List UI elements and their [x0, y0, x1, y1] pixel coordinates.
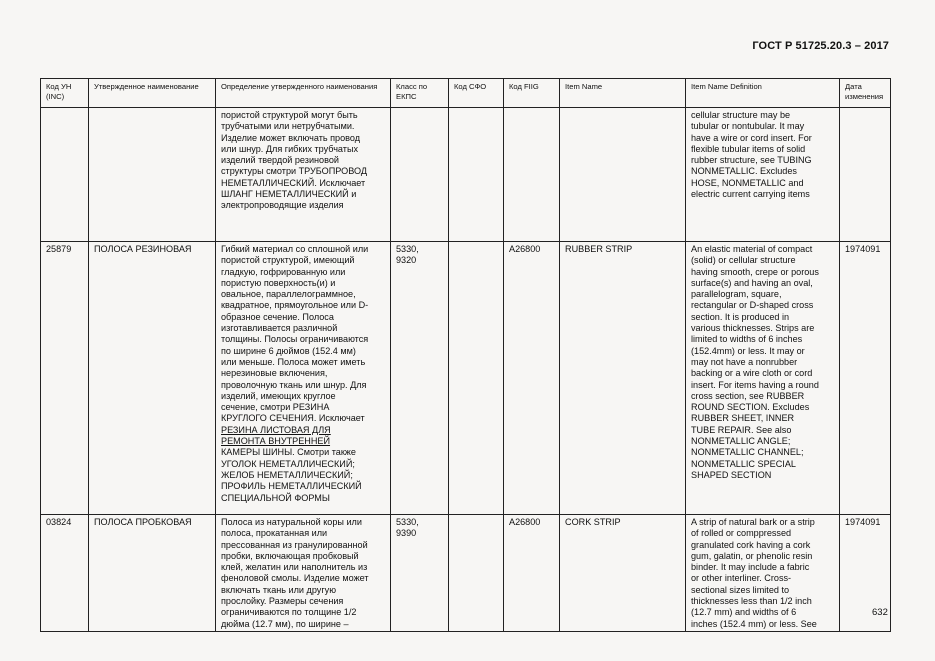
definition-line: пористой структурой, имеющий: [221, 255, 355, 266]
definition-line: Гибкий материал со сплошной или: [221, 244, 369, 254]
definition-line: ПРОФИЛЬ НЕМЕТАЛЛИЧЕСКИЙ: [221, 481, 362, 492]
definition-line: изделий, имеющих круглое: [221, 390, 336, 401]
definition-line: NONMETALLIC ANGLE;: [691, 436, 791, 447]
page-number: 632: [872, 607, 888, 618]
definition-line: полоса, прокатанная или: [221, 528, 328, 539]
col-header-date: Дата изменения: [840, 79, 891, 108]
definition-line: сечение, смотри РЕЗИНА: [221, 402, 330, 413]
col-header-approved-name: Утвержденное наименование: [89, 79, 216, 108]
definition-line: RUBBER SHEET, INNER: [691, 413, 795, 424]
definition-line: УГОЛОК НЕМЕТАЛЛИЧЕСКИЙ;: [221, 458, 355, 469]
table-row: [41, 515, 891, 632]
table-header-row: [41, 79, 891, 108]
cell-fsc: [391, 108, 449, 242]
definition-line: КРУГЛОГО СЕЧЕНИЯ. Исключает: [221, 413, 365, 424]
definition-line: квадратное, прямоугольное или D-: [221, 300, 369, 311]
definition-line: NONMETALLIC CHANNEL;: [691, 447, 804, 458]
definition-line: TUBE REPAIR. See also: [691, 424, 792, 435]
definition-line: having smooth, crepe or porous: [691, 266, 819, 277]
definition-line: NONMETALLIC SPECIAL: [691, 458, 796, 469]
definition-line: A strip of natural bark or a strip: [691, 517, 815, 527]
definition-line: various thicknesses. Strips are: [691, 323, 815, 334]
definition-line: гладкую, гофрированную или: [221, 266, 346, 277]
definition-line: HOSE, NONMETALLIC and: [691, 177, 804, 188]
definition-line: или шнур. Для гибких трубчатых: [221, 143, 359, 154]
definition-line: КАМЕРЫ ШИНЫ. Смотри также: [221, 447, 356, 458]
definition-line: cellular structure may be: [691, 110, 791, 120]
cell-fiig: A26800: [504, 515, 560, 632]
definition-line: включать ткань или другую: [221, 584, 337, 595]
definition-line: electric current carrying items: [691, 189, 810, 200]
definition-line: tubular or nontubular. It may: [691, 121, 805, 132]
definition-line: section. It is produced in: [691, 311, 790, 322]
definition-line: inches (152.4 mm) or less. See: [691, 618, 817, 629]
cell-definition-ru: [216, 242, 391, 515]
definition-line: ШЛАНГ НЕМЕТАЛЛИЧЕСКИЙ и: [221, 189, 357, 200]
definition-line: ROUND SECTION. Excludes: [691, 402, 810, 413]
definition-line: клей, желатин или наполнитель из: [221, 562, 368, 573]
definition-line: пробки, включающая пробковый: [221, 550, 359, 561]
definition-line: backing or a wire cloth or cord: [691, 368, 813, 379]
cell-sfo: [449, 108, 504, 242]
definition-line: толщины. Полосы ограничиваются: [221, 334, 369, 345]
cell-sfo: [449, 515, 504, 632]
cell-item-name: CORK STRIP: [560, 515, 686, 632]
definition-line: РЕЗИНА ЛИСТОВАЯ ДЛЯ: [221, 424, 331, 435]
col-header-inc: Код УН (INC): [41, 79, 89, 108]
definition-line: Изделие может включать провод: [221, 132, 361, 143]
definition-line: binder. It may include a fabric: [691, 562, 810, 573]
definition-line: СПЕЦИАЛЬНОЙ ФОРМЫ: [221, 492, 330, 503]
cell-definition-ru: [216, 515, 391, 632]
cell-item-definition: [686, 108, 840, 242]
table-row: [41, 242, 891, 515]
cell-inc: 25879: [41, 242, 89, 515]
definition-line: феноловой смолы. Изделие может: [221, 573, 369, 584]
col-header-sfo: Код СФО: [449, 79, 504, 108]
definition-line: have a wire or cord insert. For: [691, 132, 812, 143]
definition-line: An elastic material of compact: [691, 244, 813, 254]
definition-line: Полоса из натуральной коры или: [221, 517, 362, 527]
definition-line: нерезиновые включения,: [221, 368, 328, 379]
table-row: [41, 108, 891, 242]
definition-line: ЖЕЛОБ НЕМЕТАЛЛИЧЕСКИЙ;: [221, 469, 353, 480]
definition-line: of rolled or comppressed: [691, 528, 792, 539]
definition-line: овальное, параллелограммное,: [221, 289, 356, 300]
definition-line: SHAPED SECTION: [691, 469, 772, 480]
definition-line: прослойку. Размеры сечения: [221, 596, 344, 607]
definition-line: thicknesses less than 1/2 inch: [691, 596, 812, 607]
cell-item-definition: [686, 515, 840, 632]
cell-fsc: 5330, 9320: [391, 242, 449, 515]
standard-id: ГОСТ Р 51725.20.3 – 2017: [752, 40, 889, 52]
definition-line: gum, galatin, or phenolic resin: [691, 550, 813, 561]
cell-date: [840, 108, 891, 242]
definition-line: структуры смотри ТРУБОПРОВОД: [221, 166, 368, 177]
definition-line: rectangular or D-shaped cross: [691, 300, 814, 311]
col-header-item-definition: Item Name Definition: [686, 79, 840, 108]
definition-line: may not have a nonrubber: [691, 356, 798, 367]
cell-inc: 03824: [41, 515, 89, 632]
cell-definition-ru: [216, 108, 391, 242]
cell-fsc: 5330, 9390: [391, 515, 449, 632]
cell-fiig: [504, 108, 560, 242]
cell-item-name: RUBBER STRIP: [560, 242, 686, 515]
registry-table: [40, 78, 891, 632]
definition-line: granulated cork having a cork: [691, 539, 811, 550]
definition-line: пористую поверхность(и) и: [221, 277, 336, 288]
definition-line: ограничиваются по толщине 1/2: [221, 607, 357, 618]
definition-line: образное сечение. Полоса: [221, 311, 334, 322]
cell-inc: [41, 108, 89, 242]
cell-sfo: [449, 242, 504, 515]
definition-line: flexible tubular items of solid: [691, 143, 806, 154]
col-header-fiig: Код FIIG: [504, 79, 560, 108]
definition-line: sectional sizes limited to: [691, 584, 790, 595]
definition-line: РЕМОНТА ВНУТРЕННЕЙ: [221, 436, 331, 447]
definition-line: изделий твердой резиновой: [221, 155, 339, 166]
col-header-fsc: Класс по ЕКПС: [391, 79, 449, 108]
cell-approved-name: ПОЛОСА ПРОБКОВАЯ: [89, 515, 216, 632]
cell-item-definition: [686, 242, 840, 515]
definition-line: (152.4mm) or less. It may or: [691, 345, 805, 356]
col-header-item-name: Item Name: [560, 79, 686, 108]
definition-line: (solid) or cellular structure: [691, 255, 796, 266]
definition-line: parallelogram, square,: [691, 289, 782, 300]
definition-line: insert. For items having a round: [691, 379, 819, 390]
definition-line: or other interliner. Cross-: [691, 573, 792, 584]
cell-fiig: A26800: [504, 242, 560, 515]
definition-line: прессованная из гранулированной: [221, 539, 368, 550]
cell-item-name: [560, 108, 686, 242]
definition-line: дюйма (12.7 мм), по ширине –: [221, 618, 349, 629]
definition-line: surface(s) and having an oval,: [691, 277, 813, 288]
definition-line: или меньше. Полоса может иметь: [221, 356, 366, 367]
definition-line: НЕМЕТАЛЛИЧЕСКИЙ. Исключает: [221, 177, 366, 188]
definition-line: изготавливается различной: [221, 323, 338, 334]
cell-approved-name: ПОЛОСА РЕЗИНОВАЯ: [89, 242, 216, 515]
definition-line: NONMETALLIC. Excludes: [691, 166, 797, 177]
definition-line: rubber structure, see TUBING: [691, 155, 812, 166]
definition-line: трубчатыми или нетрубчатыми.: [221, 121, 355, 132]
definition-line: проволочную ткань или шнур. Для: [221, 379, 367, 390]
cell-date: 1974091: [840, 242, 891, 515]
definition-line: (12.7 mm) and widths of 6: [691, 607, 797, 618]
definition-line: limited to widths of 6 inches: [691, 334, 803, 345]
cell-date: 1974091: [840, 515, 891, 632]
cell-approved-name: [89, 108, 216, 242]
definition-line: электропроводящие изделия: [221, 200, 344, 211]
definition-line: пористой структурой могут быть: [221, 110, 358, 120]
definition-line: cross section, see RUBBER: [691, 390, 805, 401]
col-header-definition-ru: Определение утвержденного наименования: [216, 79, 391, 108]
definition-line: по ширине 6 дюймов (152.4 мм): [221, 345, 356, 356]
